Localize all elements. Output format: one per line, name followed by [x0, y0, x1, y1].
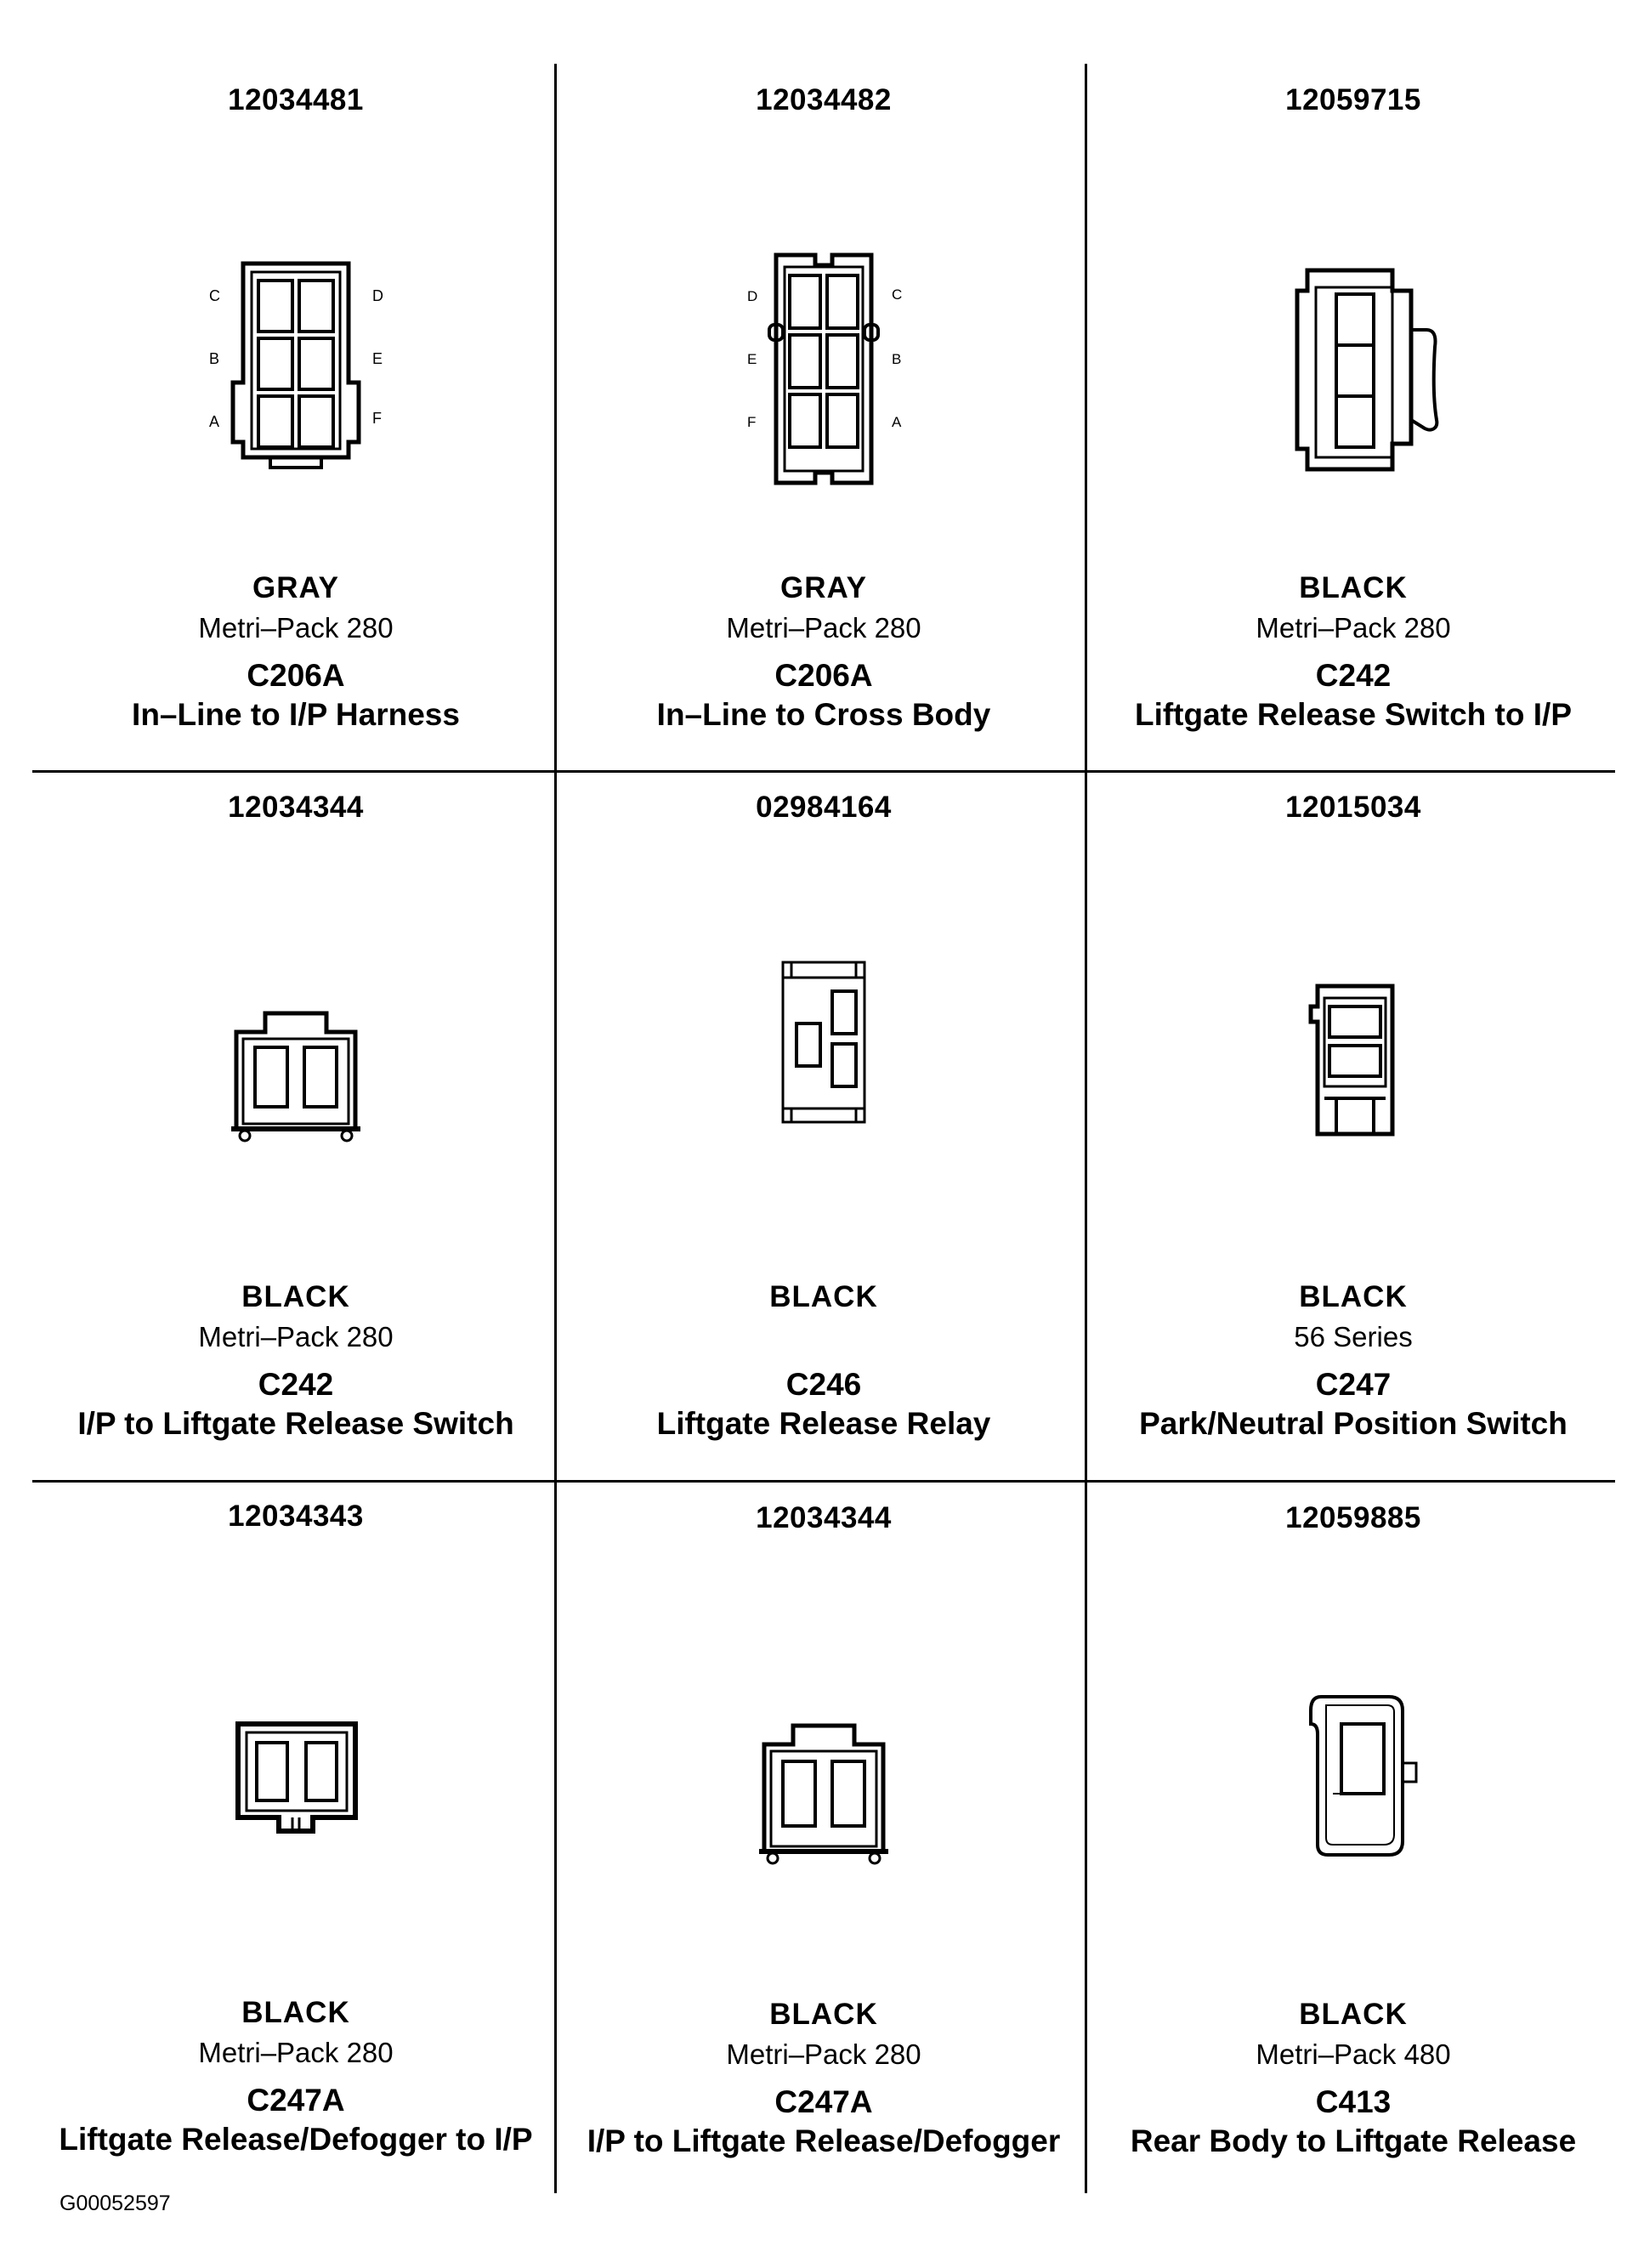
connector-description: Liftgate Release Relay [656, 1406, 991, 1441]
part-number: 12059715 [1285, 83, 1421, 116]
connector-face-diagram [560, 952, 1087, 1258]
connector-id: C242 [1315, 658, 1392, 693]
connector-series: 56 Series [1294, 1321, 1413, 1352]
connector-series: Metri–Pack 280 [1256, 612, 1451, 644]
cavity-label-b: B [209, 350, 220, 367]
connector-description: Park/Neutral Position Switch [1139, 1406, 1567, 1441]
connector-series: Metri–Pack 280 [198, 1321, 394, 1352]
wire-color: BLACK [1299, 571, 1408, 604]
connector-description: In–Line to Cross Body [656, 697, 991, 732]
connector-face-diagram [32, 230, 559, 536]
horizontal-divider-2 [32, 1480, 1615, 1483]
connector-face-diagram [1090, 1683, 1617, 1989]
wire-color: BLACK [1299, 1998, 1408, 2031]
cavity-label-e: E [372, 350, 383, 367]
connector-id: C413 [1315, 2084, 1392, 2119]
connector-description: Rear Body to Liftgate Release [1130, 2123, 1577, 2158]
wire-color: GRAY [780, 571, 867, 604]
figure-code: G00052597 [60, 2191, 171, 2215]
connector-id: C242 [258, 1367, 334, 1402]
connector-description: Liftgate Release/Defogger to I/P [59, 2122, 533, 2157]
cavity-label-a: A [209, 413, 220, 430]
connector-face-diagram [1090, 247, 1617, 553]
connector-id: C247A [247, 2083, 345, 2118]
connector-id: C206A [247, 658, 345, 693]
connector-id: C247 [1315, 1367, 1392, 1402]
part-number: 12015034 [1285, 791, 1421, 824]
part-number: 02984164 [756, 791, 892, 824]
cavity-label-f: F [747, 414, 757, 430]
horizontal-divider-1 [32, 770, 1615, 773]
part-number: 12034344 [228, 791, 364, 824]
connector-id: C206A [774, 658, 873, 693]
part-number: 12034481 [228, 83, 364, 116]
connector-face-diagram [1090, 969, 1617, 1275]
connector-face-diagram [560, 1709, 1087, 2015]
cavity-label-a: A [892, 414, 902, 430]
connector-series: Metri–Pack 280 [726, 612, 921, 644]
connector-face-diagram [560, 230, 1087, 536]
connector-series: Metri–Pack 280 [198, 2037, 394, 2068]
wire-color: BLACK [1299, 1280, 1408, 1313]
connector-id: C246 [785, 1367, 862, 1402]
wire-color: BLACK [769, 1998, 878, 2031]
connector-id: C247A [774, 2084, 873, 2119]
connector-series: Metri–Pack 280 [198, 612, 394, 644]
connector-series: Metri–Pack 280 [726, 2038, 921, 2070]
cavity-label-d: D [372, 287, 383, 304]
connector-series: Metri–Pack 480 [1256, 2038, 1451, 2070]
cavity-label-d: D [747, 288, 758, 304]
part-number: 12059885 [1285, 1501, 1421, 1534]
connector-face-diagram [32, 1003, 559, 1309]
cavity-label-c: C [892, 286, 903, 303]
connector-face-diagram [32, 1709, 559, 2015]
cavity-label-b: B [892, 351, 902, 367]
connector-description: I/P to Liftgate Release/Defogger [587, 2123, 1061, 2158]
wire-color: GRAY [252, 571, 339, 604]
cavity-label-e: E [747, 351, 757, 367]
connector-description: I/P to Liftgate Release Switch [77, 1406, 514, 1441]
connector-description: Liftgate Release Switch to I/P [1134, 697, 1572, 732]
wire-color: BLACK [769, 1280, 878, 1313]
connector-description: In–Line to I/P Harness [132, 697, 460, 732]
part-number: 12034343 [228, 1500, 364, 1533]
part-number: 12034482 [756, 83, 892, 116]
cavity-label-f: F [372, 410, 382, 427]
wire-color: BLACK [241, 1996, 350, 2029]
cavity-label-c: C [209, 287, 220, 304]
part-number: 12034344 [756, 1501, 892, 1534]
wire-color: BLACK [241, 1280, 350, 1313]
